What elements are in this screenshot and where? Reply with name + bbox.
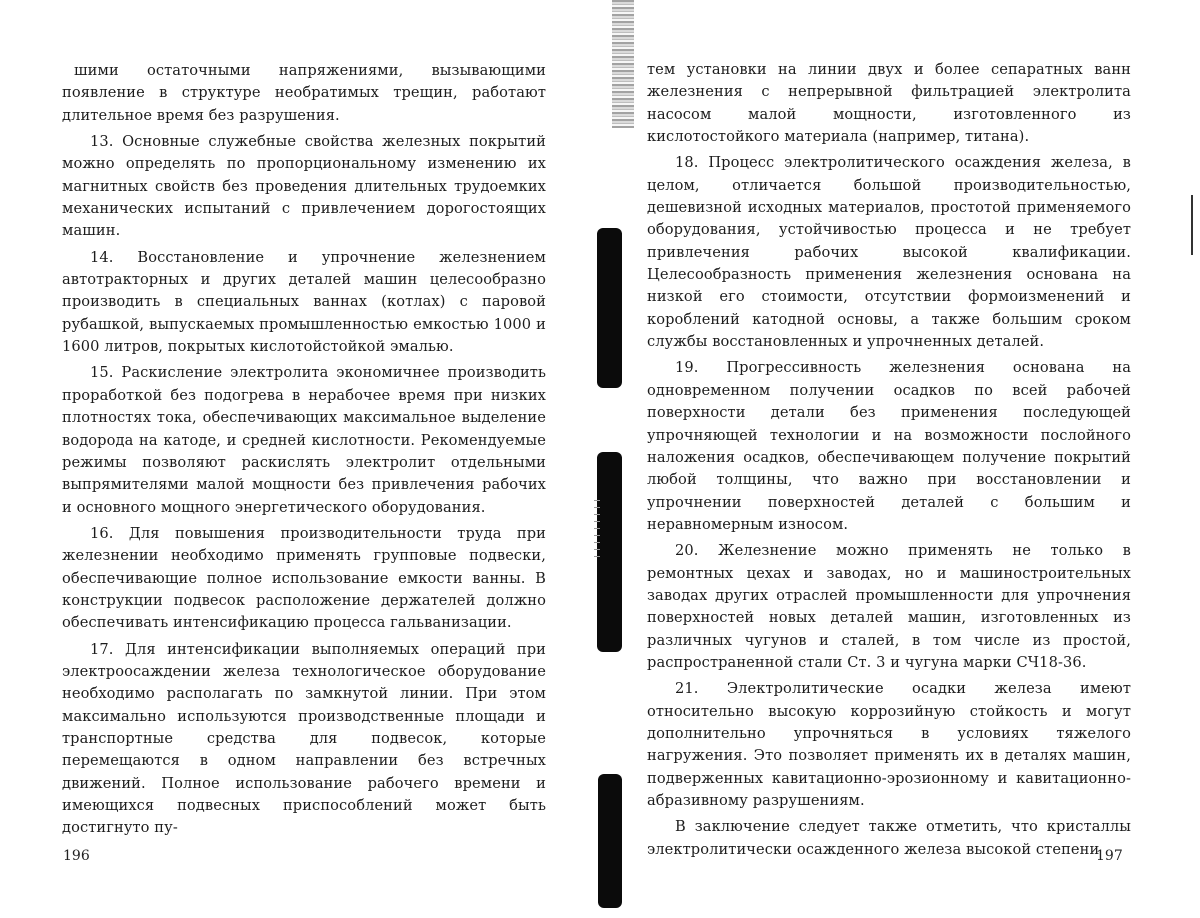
- paragraph-14: 14. Восстановление и упрочнение железнением автотракторных и других деталей машин целесообразно производить в специальных ваннах (котлах) с паровой рубашкой, выпускаемых промышленностью емкостью 1000 и 1600 литров, покрытых кислотойстойкой эмалью.: [62, 248, 546, 356]
- paragraph-17: 17. Для интенсификации выполняемых операций при электроосаждении железа технологическое оборудование необходимо располагать по замкнутой линии. При этом максимально используются производственные площади и транспортные средства для подвесок, которые перемещаются в одном направлении без встречных движений. Полное использование рабочего времени и имеющихся подвесных приспособлений может быть достигнуто пу-: [62, 640, 546, 837]
- paragraph-13: 13. Основные служебные свойства железных покрытий можно определять по пропорциональному изменению их магнитных свойств без проведения длительных трудоемких механических испытаний с привлечением дорогостоящих машин.: [62, 133, 546, 240]
- edge-mark: [1191, 195, 1193, 255]
- scan-blot: [597, 452, 622, 652]
- paragraph-19: 19. Прогрессивность железнения основана на одновременном получении осадков по всей рабочей поверхности детали без применения последующей упрочняющей технологии и на возможности послойного наложения осадков, обеспечивающем получение покрытий любой толщины, что важно при восстановлении и упрочнении поверхностей деталей с большим и неравномерным износом.: [647, 359, 1131, 533]
- paragraph-16: 16. Для повышения производительности труда при железнении необходимо применять групповые подвески, обеспечивающие полное использование емкости ванны. В конструкции подвесок расположение держателей должно обеспечивать интенсификацию процесса гальванизации.: [62, 524, 546, 632]
- right-page: [600, 0, 1200, 918]
- paragraph-20: 20. Железнение можно применять не только в ремонтных цехах и заводах, но и машиностроительных заводах других отраслей промышленности для упрочнения поверхностей новых деталей машин, изготовленных из различных чугунов и сталей, в том числе из простой, распространенной стали Ст. 3 и чугуна марки СЧ18-36.: [647, 542, 1131, 671]
- paragraph-continuation: тем установки на линии двух и более сепаратных ванн железнения с непрерывной фильтрацией электролита насосом малой мощности, изготовленного из кислотостойкого материала (например, титана).: [647, 61, 1131, 146]
- right-page-text: [647, 59, 1131, 865]
- paragraph-21: 21. Электролитические осадки железа имеют относительно высокую коррозийную стойкость и могут дополнительно упрочняться в условиях тяжелого нагружения. Это позволяет применять их в деталях машин, подверженных кавитационно-эрозионному и кавитационно-абразивному разрушениям.: [647, 680, 1131, 809]
- left-page-text: [62, 60, 546, 844]
- paragraph-15: 15. Раскисление электролита экономичнее производить проработкой без подогрева в нерабочее время при низких плотностях тока, обеспечивающих максимальное выделение водорода на катоде, и средней кислотности. Рекомендуемые режимы позволяют раскислять электролит отдельными выпрямителями малой мощности без привлечения рабочих и основного мощного энергетического оборудования.: [62, 364, 546, 516]
- page-number-left: 196: [63, 848, 90, 864]
- spine-shadow: [594, 500, 600, 560]
- paragraph-continuation: шими остаточными напряжениями, вызывающими появление в структуре необратимых трещин, работают длительное время без разрушения.: [62, 62, 546, 124]
- paragraph-conclusion: В заключение следует также отметить, что кристаллы электролитически осажденного железа высокой степени: [647, 818, 1131, 858]
- paragraph-18: 18. Процесс электролитического осаждения железа, в целом, отличается большой производительностью, дешевизной исходных материалов, простотой применяемого оборудования, устойчивостью процесса и не требует привлечения рабочих высокой квалификации. Целесообразность применения железнения основана на низкой его стоимости, отсутствии формоизменений и короблений катодной основы, а также большим сроком службы восстановленных и упрочненных деталей.: [647, 154, 1131, 351]
- page-number-right: 197: [1096, 848, 1123, 864]
- scan-blot: [598, 774, 622, 908]
- scan-blot: [597, 228, 622, 388]
- scan-noise: [612, 0, 634, 128]
